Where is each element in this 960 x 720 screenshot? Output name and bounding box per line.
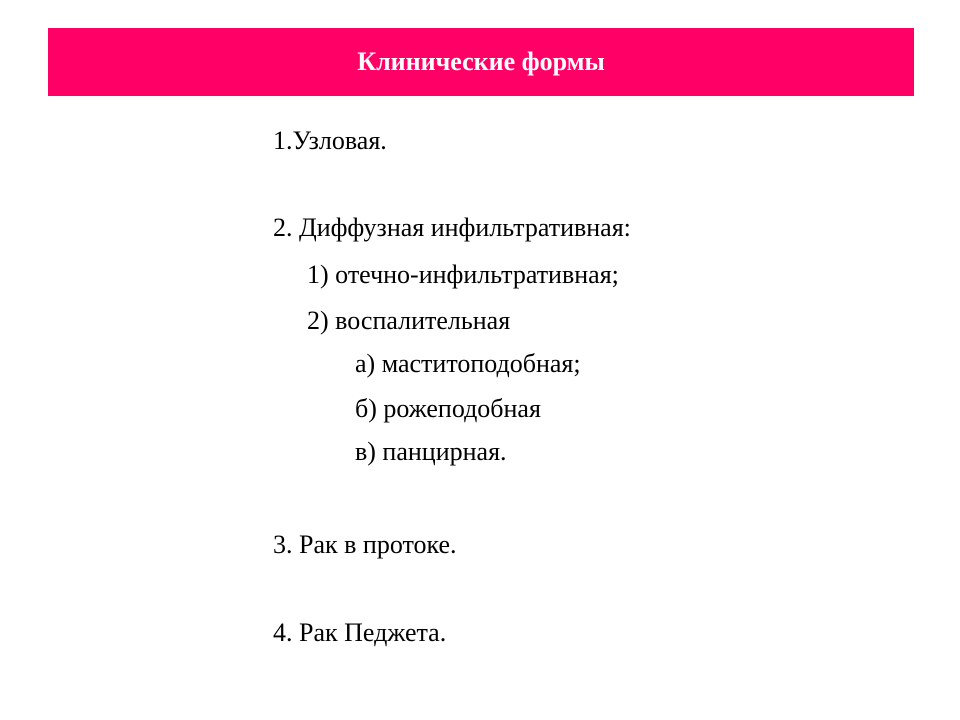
- list-item-mastitis-like: а) маститоподобная;: [355, 349, 581, 378]
- list-item-inflammatory: 2) воспалительная: [307, 306, 511, 335]
- list-item-ductal: 3. Рак в протоке.: [273, 530, 457, 559]
- list-item-armored: в) панцирная.: [355, 437, 507, 466]
- list-item-edematous: 1) отечно-инфильтративная;: [307, 260, 619, 289]
- title-bar: [48, 28, 914, 96]
- slide-title: Клинические формы: [357, 47, 605, 76]
- list-item-erysipelas-like: б) рожеподобная: [355, 394, 541, 423]
- list-item-diffuse: 2. Диффузная инфильтративная:: [273, 213, 631, 242]
- list-item-paget: 4. Рак Педжета.: [273, 618, 447, 647]
- list-item-nodular: 1.Узловая.: [273, 126, 387, 155]
